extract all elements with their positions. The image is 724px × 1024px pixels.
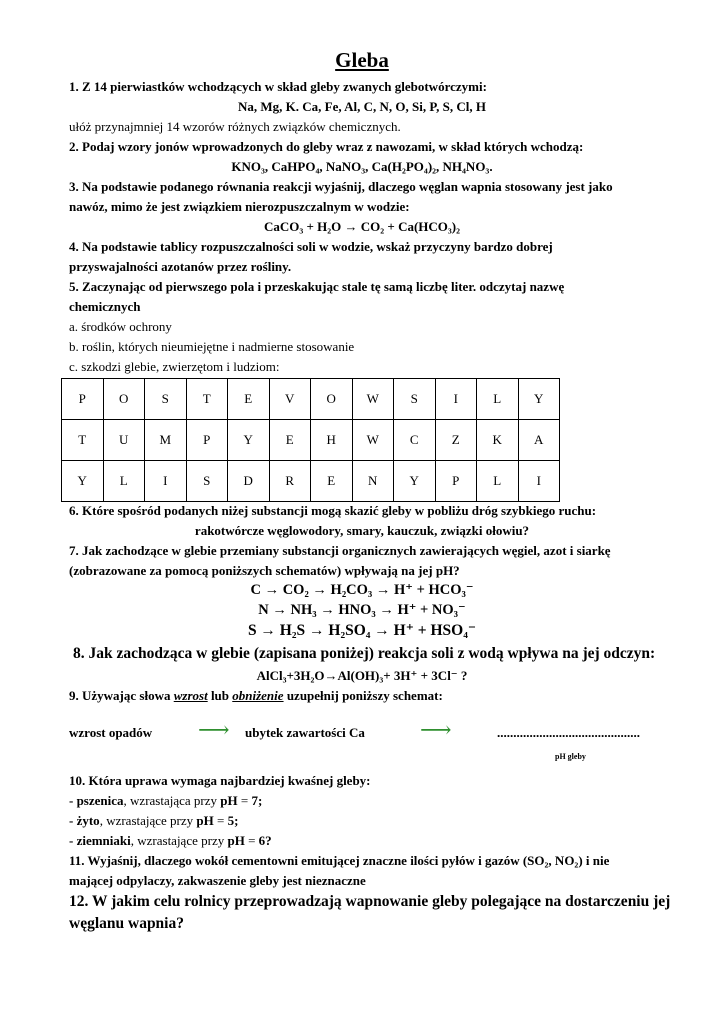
grid-cell: V — [269, 379, 311, 420]
q3-line1: 3. Na podstawie podanego równania reakcji wyjaśnij, dlaczego węglan wapnia stosowany jest jako — [69, 179, 613, 194]
q9-word-decrease: obniżenie — [232, 688, 284, 703]
letter-grid — [61, 378, 560, 502]
q1-text: 1. Z 14 pierwiastków wchodzących w skład gleby zwanych glebotwórczymi: — [69, 79, 487, 94]
grid-cell: C — [394, 420, 436, 461]
q5-line2: chemicznych — [69, 299, 141, 314]
grid-cell: D — [228, 461, 270, 502]
q7-line2: (zobrazowane za pomocą poniższych schematów) wpływają na jej pH? — [69, 563, 460, 578]
grid-cell: W — [352, 420, 394, 461]
q5-line1: 5. Zaczynając od pierwszego pola i przeskakując stale tę samą liczbę liter. odczytaj nazwę — [69, 279, 565, 294]
q5-option-a: a. środków ochrony — [69, 319, 172, 334]
q8-text: 8. Jak zachodząca w glebie (zapisana poniżej) reakcja soli z wodą wpływa na jej odczyn: — [73, 645, 656, 662]
grid-cell: O — [311, 379, 353, 420]
q1-elements: Na, Mg, K. Ca, Fe, Al, C, N, O, Si, P, S, Cl, H — [238, 99, 486, 114]
grid-cell: I — [518, 461, 560, 502]
q7-line1: 7. Jak zachodzące w glebie przemiany substancji organicznych zawierających węgiel, azot i siarkę — [69, 543, 611, 558]
q2-formulas: KNO₃, CaHPO₄, NaNO₃, Ca(H₂PO₄)₂, NH₄NO₃. — [231, 159, 493, 174]
grid-cell: T — [62, 420, 104, 461]
q5-option-b: b. roślin, których nieumiejętne i nadmierne stosowanie — [69, 339, 355, 354]
grid-cell: R — [269, 461, 311, 502]
grid-cell: P — [186, 420, 228, 461]
grid-cell: T — [186, 379, 228, 420]
q10-option-wheat: - pszenica, wzrastająca przy pH = 7; — [69, 793, 263, 808]
q5-option-c: c. szkodzi glebie, zwierzętom i ludziom: — [69, 359, 280, 374]
q12-line2: węglanu wapnia? — [69, 915, 184, 932]
q8-equation: AlCl₃+3H₂O→Al(OH)₃+ 3H⁺ + 3Cl⁻ ? — [256, 668, 468, 683]
q10-option-potatoes: - ziemniaki, wzrastające przy pH = 6? — [69, 833, 272, 848]
grid-cell: E — [269, 420, 311, 461]
grid-cell: L — [103, 461, 145, 502]
grid-cell: O — [103, 379, 145, 420]
q4-line1: 4. Na podstawie tablicy rozpuszczalności soli w wodzie, wskaż przyczyny bardzo dobrej — [69, 239, 553, 254]
right-arrow-icon: ⟶ — [198, 717, 230, 742]
grid-cell: E — [228, 379, 270, 420]
grid-cell: W — [352, 379, 394, 420]
q9-mid: lub — [207, 688, 233, 703]
q9-text — [69, 687, 669, 704]
q11-line1: 11. Wyjaśnij, dlaczego wokół cementowni emitującej znaczne ilości pyłów i gazów (SO₂, NO₂) i nie — [69, 853, 610, 868]
grid-cell: Y — [62, 461, 104, 502]
grid-cell: I — [435, 379, 477, 420]
grid-cell: I — [145, 461, 187, 502]
q7-scheme-nitrogen: N → NH₃ → HNO₃ → H⁺ + NO₃⁻ — [258, 602, 466, 618]
q1-instruction: ułóż przynajmniej 14 wzorów różnych związków chemicznych. — [69, 119, 401, 134]
q9-ph-label: pH gleby — [555, 752, 586, 761]
q9-scheme-rainfall: wzrost opadów — [69, 725, 153, 740]
grid-cell: K — [477, 420, 519, 461]
q9-scheme-calcium: ubytek zawartości Ca — [245, 725, 365, 740]
grid-cell: U — [103, 420, 145, 461]
grid-cell: Y — [394, 461, 436, 502]
q7-scheme-sulfur: S → H₂S → H₂SO₄ → H⁺ + HSO₄⁻ — [247, 622, 477, 639]
grid-cell: P — [62, 379, 104, 420]
q9-post: uzupełnij poniższy schemat: — [283, 688, 443, 703]
grid-cell: S — [186, 461, 228, 502]
q10-option-rye: - żyto, wzrastające przy pH = 5; — [69, 813, 239, 828]
q10-text: 10. Która uprawa wymaga najbardziej kwaśnej gleby: — [69, 773, 371, 788]
q9-answer-blank[interactable]: ............................................ — [497, 725, 640, 740]
q6-options: rakotwórcze węglowodory, smary, kauczuk, związki ołowiu? — [194, 523, 530, 538]
q9-word-increase: wzrost — [173, 688, 208, 703]
grid-cell: P — [435, 461, 477, 502]
grid-cell: S — [145, 379, 187, 420]
q2-text: 2. Podaj wzory jonów wprowadzonych do gleby wraz z nawozami, w skład których wchodzą: — [69, 139, 584, 154]
grid-row — [62, 461, 560, 502]
grid-cell: H — [311, 420, 353, 461]
grid-cell: Y — [518, 379, 560, 420]
grid-cell: L — [477, 461, 519, 502]
grid-row — [62, 420, 560, 461]
grid-row — [62, 379, 560, 420]
grid-cell: E — [311, 461, 353, 502]
q3-line2: nawóz, mimo że jest związkiem nierozpuszczalnym w wodzie: — [69, 199, 410, 214]
grid-cell: L — [477, 379, 519, 420]
q4-line2: przyswajalności azotanów przez rośliny. — [69, 259, 292, 274]
q7-scheme-carbon: C → CO₂ → H₂CO₃ → H⁺ + HCO₃⁻ — [250, 582, 474, 598]
grid-cell: S — [394, 379, 436, 420]
q11-line2: mającej odpylaczy, zakwaszenie gleby jest nieznaczne — [69, 873, 366, 888]
right-arrow-icon: ⟶ — [420, 717, 452, 742]
q9-pre: 9. Używając słowa — [69, 688, 174, 703]
grid-cell: A — [518, 420, 560, 461]
page-title: Gleba — [335, 48, 389, 72]
grid-cell: Y — [228, 420, 270, 461]
q12-line1: 12. W jakim celu rolnicy przeprowadzają wapnowanie gleby polegające na dostarczeniu jej — [69, 893, 671, 910]
grid-cell: M — [145, 420, 187, 461]
q6-text: 6. Które spośród podanych niżej substancji mogą skazić gleby w pobliżu dróg szybkiego ruchu: — [69, 503, 597, 518]
grid-cell: N — [352, 461, 394, 502]
grid-cell: Z — [435, 420, 477, 461]
q3-equation: CaCO₃ + H₂O → CO₂ + Ca(HCO₃)₂ — [263, 219, 461, 234]
